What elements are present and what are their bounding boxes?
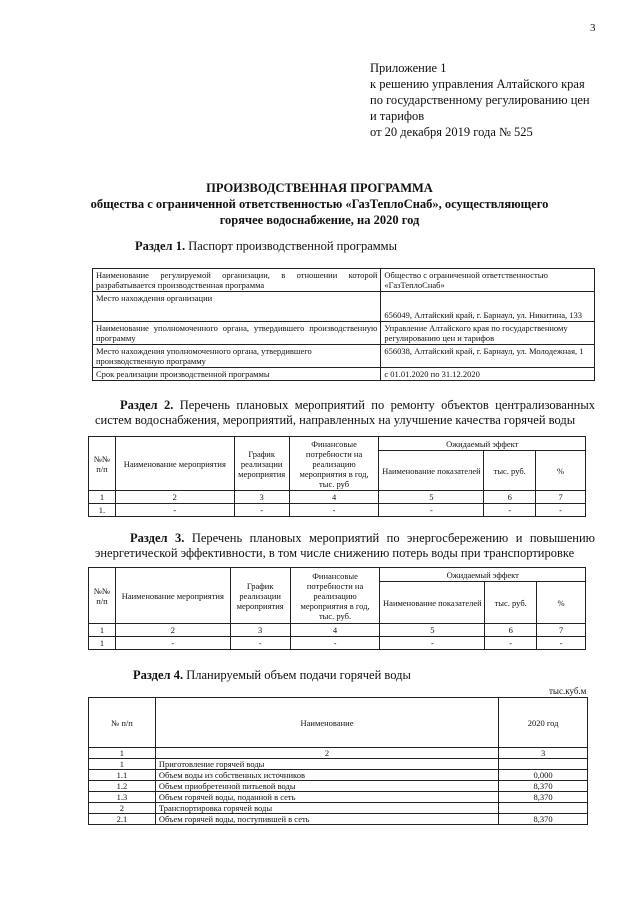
col-header-thousand: тыс. руб. (485, 582, 537, 624)
table-cell: - (230, 637, 290, 650)
col-header-percent: % (537, 582, 586, 624)
table-cell: 5 (379, 491, 484, 504)
section2-heading (95, 398, 595, 428)
repair-measures-table (88, 436, 586, 517)
table-row (93, 345, 595, 368)
title-line: ПРОИЗВОДСТВЕННАЯ ПРОГРАММА (206, 181, 433, 195)
table-cell: 1. (89, 504, 116, 517)
col-header-indicator: Наименование показателей (380, 582, 485, 624)
table-cell: 2 (115, 624, 230, 637)
water-volume-table (88, 697, 588, 825)
page-number: 3 (590, 22, 596, 34)
row-num: 2.1 (89, 814, 156, 825)
section1-heading (135, 239, 397, 254)
col-header-effect: Ожидаемый эффект (379, 437, 586, 451)
passport-value: с 01.01.2020 по 31.12.2020 (381, 368, 595, 381)
passport-table (92, 268, 595, 381)
row-name: Объем горячей воды, поступившей в сеть (155, 814, 498, 825)
row-name: Объем приобретенной питьевой воды (155, 781, 498, 792)
table-index-row (89, 748, 588, 759)
table-index-row (89, 491, 586, 504)
row-num: 1.1 (89, 770, 156, 781)
col-header-year: 2020 год (499, 698, 588, 748)
table-index-row (89, 624, 586, 637)
appendix-line: и тарифов (370, 109, 425, 123)
table-cell: - (485, 637, 537, 650)
table-cell: - (115, 637, 230, 650)
passport-value: Общество с ограниченной ответственностью «ГазТеплоСнаб» (381, 269, 595, 292)
table-cell: - (289, 504, 379, 517)
table-header-row (89, 568, 586, 582)
table-cell: 4 (290, 624, 380, 637)
table-cell: 1 (89, 624, 116, 637)
row-num: 1.2 (89, 781, 156, 792)
table-cell: 6 (485, 624, 537, 637)
table-cell: 2 (115, 491, 234, 504)
table-cell: - (115, 504, 234, 517)
table-cell: - (290, 637, 380, 650)
table-cell: 6 (484, 491, 536, 504)
passport-label: Наименование регулируемой организации, в отношении которой разрабатывается производственная программа (93, 269, 381, 292)
row-num: 1.3 (89, 792, 156, 803)
table-header-row (89, 698, 588, 748)
table-cell: 3 (234, 491, 289, 504)
col-header-num: №№ п/п (89, 437, 116, 491)
table-cell: 3 (230, 624, 290, 637)
row-value: 8,370 (499, 792, 588, 803)
section2-heading-text: Перечень плановых мероприятий по ремонту объектов централизованных систем водоснабжения, мероприятий, направленных на улучшение качества горячей воды (95, 398, 595, 427)
row-name: Объем горячей воды, поданной в сеть (155, 792, 498, 803)
section4-heading (133, 668, 411, 683)
table-row (93, 292, 595, 322)
row-value: 8,370 (499, 781, 588, 792)
row-name: Объем воды из собственных источников (155, 770, 498, 781)
appendix-line: по государственному регулированию цен (370, 93, 590, 107)
table-row (89, 637, 586, 650)
document-title (0, 180, 639, 228)
table-cell: - (380, 637, 485, 650)
table-cell: 2 (155, 748, 498, 759)
appendix-line: от 20 декабря 2019 года № 525 (370, 125, 533, 139)
title-line: горячее водоснабжение, на 2020 год (219, 213, 420, 227)
row-num: 2 (89, 803, 156, 814)
row-value (499, 759, 588, 770)
passport-label: Место нахождения уполномоченного органа, утвердившего производственную программу (93, 345, 381, 368)
appendix-line: Приложение 1 (370, 61, 447, 75)
col-header-num: № п/п (89, 698, 156, 748)
section2-heading-bold: Раздел 2. (120, 398, 174, 412)
section3-heading (95, 531, 595, 561)
table-cell: - (537, 637, 586, 650)
row-value: 8,370 (499, 814, 588, 825)
table-row (89, 792, 588, 803)
col-header-name: Наименование мероприятия (115, 568, 230, 624)
unit-label: тыс.куб.м (549, 686, 587, 696)
section1-heading-bold: Раздел 1. (135, 239, 186, 253)
table-row (89, 814, 588, 825)
table-cell: 1 (89, 637, 116, 650)
row-name: Транспортировка горячей воды (155, 803, 498, 814)
passport-label: Наименование уполномоченного органа, утвердившего производственную программу (93, 322, 381, 345)
col-header-percent: % (536, 451, 586, 491)
col-header-num: №№ п/п (89, 568, 116, 624)
table-row (89, 803, 588, 814)
table-cell: - (379, 504, 484, 517)
table-row (89, 770, 588, 781)
appendix-block (370, 60, 590, 140)
row-value: 0,000 (499, 770, 588, 781)
table-row (93, 322, 595, 345)
appendix-line: к решению управления Алтайского края (370, 77, 585, 91)
title-line: общества с ограниченной ответственностью «ГазТеплоСнаб», осуществляющего (90, 197, 549, 211)
col-header-indicator: Наименование показателей (379, 451, 484, 491)
col-header-schedule: График реализации мероприятия (230, 568, 290, 624)
passport-value: Управление Алтайского края по государственному регулированию цен и тарифов (381, 322, 595, 345)
table-cell: - (536, 504, 586, 517)
passport-value: 656049, Алтайский край, г. Барнаул, ул. Никитина, 133 (381, 292, 595, 322)
col-header-schedule: График реализации мероприятия (234, 437, 289, 491)
passport-value: 656038, Алтайский край, г. Барнаул, ул. Молодежная, 1 (381, 345, 595, 368)
table-cell: - (234, 504, 289, 517)
col-header-finance: Финансовые потребности на реализацию мероприятия в год, тыс. руб. (290, 568, 380, 624)
col-header-effect: Ожидаемый эффект (380, 568, 586, 582)
section4-heading-text: Планируемый объем подачи горячей воды (183, 668, 411, 682)
row-num: 1 (89, 759, 156, 770)
table-row (89, 759, 588, 770)
energy-measures-table (88, 567, 586, 650)
table-cell: - (484, 504, 536, 517)
row-name: Приготовление горячей воды (155, 759, 498, 770)
col-header-finance: Финансовые потребности на реализацию мероприятия в год, тыс. руб (289, 437, 379, 491)
table-header-row (89, 437, 586, 451)
col-header-thousand: тыс. руб. (484, 451, 536, 491)
row-value (499, 803, 588, 814)
table-cell: 1 (89, 748, 156, 759)
table-cell: 7 (537, 624, 586, 637)
section4-heading-bold: Раздел 4. (133, 668, 184, 682)
table-row (89, 781, 588, 792)
col-header-name: Наименование мероприятия (115, 437, 234, 491)
table-cell: 5 (380, 624, 485, 637)
table-row (93, 269, 595, 292)
passport-label: Место нахождения организации (93, 292, 381, 322)
col-header-name: Наименование (155, 698, 498, 748)
table-row (93, 368, 595, 381)
section3-heading-text: Перечень плановых мероприятий по энергосбережению и повышению энергетической эффективности, в том числе снижению потерь воды при транспортировке (95, 531, 595, 560)
table-row (89, 504, 586, 517)
table-cell: 3 (499, 748, 588, 759)
table-cell: 7 (536, 491, 586, 504)
table-cell: 1 (89, 491, 116, 504)
section3-heading-bold: Раздел 3. (130, 531, 185, 545)
section1-heading-text: Паспорт производственной программы (185, 239, 397, 253)
table-cell: 4 (289, 491, 379, 504)
passport-label: Срок реализации производственной программы (93, 368, 381, 381)
